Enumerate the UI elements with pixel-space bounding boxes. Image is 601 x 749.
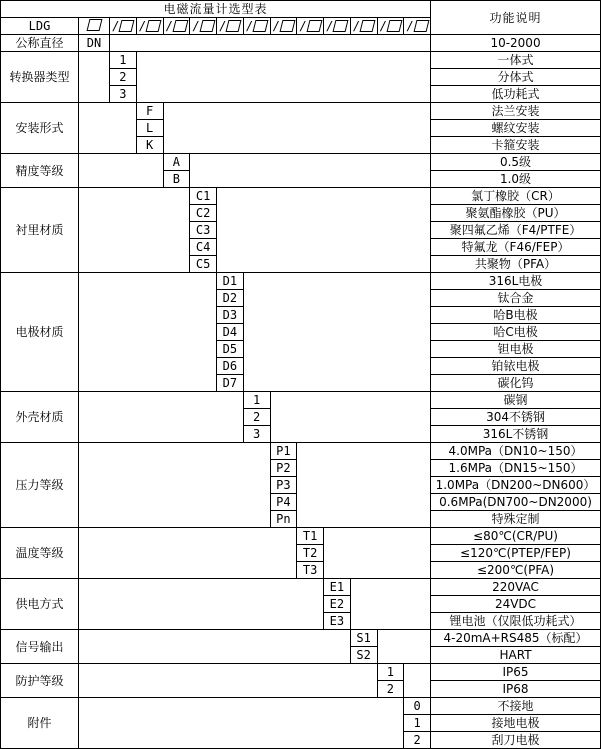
- slash-checkbox-glyph: [139, 20, 160, 32]
- function-desc-cell: 10-2000: [431, 35, 601, 52]
- slash-glyph: /: [272, 19, 280, 33]
- code-cell: D2: [217, 290, 244, 307]
- slash-checkbox-glyph: [112, 20, 133, 32]
- function-desc-cell: 0.5级: [431, 154, 601, 171]
- code-cell: F: [136, 103, 163, 120]
- code-cell: C2: [190, 205, 217, 222]
- function-desc-cell: 316L电极: [431, 273, 601, 290]
- function-desc-cell: ≤200℃(PFA): [431, 562, 601, 579]
- slash-checkbox-glyph: [407, 20, 428, 32]
- checkbox-glyph: [88, 19, 101, 31]
- function-desc-cell: 聚四氟乙烯（F4/PTFE）: [431, 222, 601, 239]
- slash-glyph: /: [353, 19, 361, 33]
- function-desc-cell: 特氟龙（F46/FEP）: [431, 239, 601, 256]
- code-cell: P2: [270, 460, 297, 477]
- slash-checkbox-glyph: [380, 20, 401, 32]
- function-desc-cell: 1.0级: [431, 171, 601, 188]
- section-left-spacer: [79, 698, 404, 749]
- section-label: 附件: [1, 698, 79, 749]
- function-desc-cell: ≤120℃(PTEP/FEP): [431, 545, 601, 562]
- code-cell: L: [136, 120, 163, 137]
- slash-glyph: /: [406, 19, 414, 33]
- model-slot-box-cell: [297, 18, 324, 35]
- slash-glyph: /: [112, 19, 120, 33]
- slash-checkbox-glyph: [166, 20, 187, 32]
- checkbox-glyph: [413, 20, 429, 32]
- code-cell: C4: [190, 239, 217, 256]
- checkbox-glyph: [199, 20, 215, 32]
- section-left-spacer: [79, 103, 137, 154]
- checkbox-glyph: [360, 20, 376, 32]
- code-cell: Pn: [270, 511, 297, 528]
- checkbox-glyph: [172, 20, 188, 32]
- section-right-spacer: [324, 528, 431, 579]
- code-cell: 1: [377, 664, 404, 681]
- function-desc-cell: 哈B电极: [431, 307, 601, 324]
- code-cell: 0: [404, 698, 431, 715]
- section-label: 公称直径: [1, 35, 79, 52]
- code-cell: 3: [243, 426, 270, 443]
- function-desc-cell: 4.0MPa（DN10~150）: [431, 443, 601, 460]
- section-right-spacer: [110, 35, 431, 52]
- table-row: [1, 664, 601, 681]
- code-cell: 1: [404, 715, 431, 732]
- table-row: [1, 154, 601, 171]
- table-row: [1, 392, 601, 409]
- function-desc-cell: 钽电极: [431, 341, 601, 358]
- code-cell: A: [163, 154, 190, 171]
- code-cell: K: [136, 137, 163, 154]
- function-desc-cell: 哈C电极: [431, 324, 601, 341]
- table-row: [1, 698, 601, 715]
- code-cell: D4: [217, 324, 244, 341]
- checkbox-glyph: [253, 20, 269, 32]
- slash-checkbox-glyph: [326, 20, 347, 32]
- table-row: [1, 528, 601, 545]
- table-row: [1, 630, 601, 647]
- table-row: [1, 52, 601, 69]
- function-desc-cell: IP68: [431, 681, 601, 698]
- slash-checkbox-glyph: [273, 20, 294, 32]
- code-cell: S1: [350, 630, 377, 647]
- checkbox-glyph: [226, 20, 242, 32]
- slash-glyph: /: [165, 19, 173, 33]
- section-left-spacer: [79, 630, 351, 664]
- function-desc-cell: 接地电极: [431, 715, 601, 732]
- code-cell: P1: [270, 443, 297, 460]
- table-row: [1, 443, 601, 460]
- model-slot-box-cell: [190, 18, 217, 35]
- function-desc-cell: 一体式: [431, 52, 601, 69]
- model-slot-box-cell: [136, 18, 163, 35]
- code-cell: C5: [190, 256, 217, 273]
- selection-table-body: [1, 1, 601, 749]
- code-cell: D3: [217, 307, 244, 324]
- section-left-spacer: [79, 273, 217, 392]
- section-left-spacer: [79, 528, 297, 579]
- checkbox-glyph: [279, 20, 295, 32]
- section-left-spacer: [79, 52, 110, 103]
- slash-glyph: /: [219, 19, 227, 33]
- function-desc-cell: 304不锈钢: [431, 409, 601, 426]
- code-cell: 2: [243, 409, 270, 426]
- slash-checkbox-glyph: [353, 20, 374, 32]
- checkbox-glyph: [333, 20, 349, 32]
- function-desc-cell: 铂铱电极: [431, 358, 601, 375]
- section-right-spacer: [297, 443, 431, 528]
- code-cell: 2: [110, 69, 137, 86]
- section-label: 电极材质: [1, 273, 79, 392]
- function-desc-cell: 聚氨酯橡胶（PU）: [431, 205, 601, 222]
- code-cell: D5: [217, 341, 244, 358]
- checkbox-glyph: [386, 20, 402, 32]
- section-label: 供电方式: [1, 579, 79, 630]
- code-cell: 1: [110, 52, 137, 69]
- model-slot-box-cell: [377, 18, 404, 35]
- section-left-spacer: [79, 664, 378, 698]
- code-cell: 3: [110, 86, 137, 103]
- code-cell: 2: [377, 681, 404, 698]
- checkbox-glyph: [119, 20, 135, 32]
- code-cell: T2: [297, 545, 324, 562]
- section-label: 信号输出: [1, 630, 79, 664]
- function-desc-cell: IP65: [431, 664, 601, 681]
- section-label: 防护等级: [1, 664, 79, 698]
- table-row: [1, 273, 601, 290]
- section-label: 温度等级: [1, 528, 79, 579]
- section-right-spacer: [243, 273, 430, 392]
- code-cell: C3: [190, 222, 217, 239]
- section-right-spacer: [404, 664, 431, 698]
- section-left-spacer: [79, 443, 271, 528]
- section-right-spacer: [270, 392, 431, 443]
- section-right-spacer: [217, 188, 431, 273]
- code-cell: E1: [324, 579, 351, 596]
- code-cell: S2: [350, 647, 377, 664]
- code-cell: D1: [217, 273, 244, 290]
- function-desc-cell: 共聚物（PFA）: [431, 256, 601, 273]
- slash-checkbox-glyph: [246, 20, 267, 32]
- slash-glyph: /: [246, 19, 254, 33]
- function-desc-cell: 不接地: [431, 698, 601, 715]
- code-cell: D6: [217, 358, 244, 375]
- model-slot-box-cell: [270, 18, 297, 35]
- slash-glyph: /: [192, 19, 200, 33]
- model-slot-box-cell: [110, 18, 137, 35]
- model-prefix: LDG: [1, 18, 79, 35]
- section-left-spacer: [79, 154, 164, 188]
- code-cell: T1: [297, 528, 324, 545]
- section-left-spacer: [79, 579, 324, 630]
- function-desc-cell: 碳化钨: [431, 375, 601, 392]
- section-label: 转换器类型: [1, 52, 79, 103]
- function-desc-cell: 法兰安装: [431, 103, 601, 120]
- page-title: 电磁流量计选型表: [1, 1, 431, 18]
- function-desc-cell: HART: [431, 647, 601, 664]
- function-desc-cell: ≤80℃(CR/PU): [431, 528, 601, 545]
- model-slot-box-cell: [217, 18, 244, 35]
- function-desc-cell: 316L不锈钢: [431, 426, 601, 443]
- model-slot-box-cell: [350, 18, 377, 35]
- section-right-spacer: [350, 579, 430, 630]
- checkbox-glyph: [306, 20, 322, 32]
- section-label: 外壳材质: [1, 392, 79, 443]
- section-label: 压力等级: [1, 443, 79, 528]
- slash-checkbox-glyph: [219, 20, 240, 32]
- section-right-spacer: [136, 52, 430, 103]
- function-desc-cell: 钛合金: [431, 290, 601, 307]
- section-right-spacer: [163, 103, 431, 154]
- function-desc-cell: 锂电池（仅限低功耗式）: [431, 613, 601, 630]
- code-cell: C1: [190, 188, 217, 205]
- function-column-header: 功能说明: [431, 1, 601, 35]
- section-label: 安装形式: [1, 103, 79, 154]
- function-desc-cell: 碳钢: [431, 392, 601, 409]
- function-desc-cell: 24VDC: [431, 596, 601, 613]
- section-right-spacer: [377, 630, 431, 664]
- slash-glyph: /: [139, 19, 147, 33]
- code-cell: B: [163, 171, 190, 188]
- code-cell: P3: [270, 477, 297, 494]
- function-desc-cell: 卡箍安装: [431, 137, 601, 154]
- slash-checkbox-glyph: [193, 20, 214, 32]
- checkbox-glyph: [146, 20, 162, 32]
- table-row: [1, 579, 601, 596]
- function-desc-cell: 1.6MPa（DN15~150）: [431, 460, 601, 477]
- model-slot-box-cell: [404, 18, 431, 35]
- section-label: 衬里材质: [1, 188, 79, 273]
- code-cell: P4: [270, 494, 297, 511]
- code-cell: 1: [243, 392, 270, 409]
- function-desc-cell: 1.0MPa（DN200~DN600）: [431, 477, 601, 494]
- function-desc-cell: 螺纹安装: [431, 120, 601, 137]
- function-desc-cell: 4-20mA+RS485（标配）: [431, 630, 601, 647]
- function-desc-cell: 刮刀电极: [431, 732, 601, 749]
- code-cell: DN: [79, 35, 110, 52]
- slash-glyph: /: [379, 19, 387, 33]
- model-digit-box-cell: [79, 18, 110, 35]
- model-slot-box-cell: [243, 18, 270, 35]
- function-desc-cell: 0.6MPa(DN700~DN2000): [431, 494, 601, 511]
- code-cell: E2: [324, 596, 351, 613]
- function-desc-cell: 低功耗式: [431, 86, 601, 103]
- code-cell: D7: [217, 375, 244, 392]
- table-row: [1, 188, 601, 205]
- section-left-spacer: [79, 188, 190, 273]
- model-slot-box-cell: [163, 18, 190, 35]
- slash-checkbox-glyph: [300, 20, 321, 32]
- section-left-spacer: [79, 392, 244, 443]
- title-row: [1, 1, 601, 18]
- code-cell: 2: [404, 732, 431, 749]
- code-cell: E3: [324, 613, 351, 630]
- function-desc-cell: 220VAC: [431, 579, 601, 596]
- model-slot-box-cell: [324, 18, 351, 35]
- code-cell: T3: [297, 562, 324, 579]
- function-desc-cell: 氯丁橡胶（CR）: [431, 188, 601, 205]
- section-right-spacer: [190, 154, 431, 188]
- function-desc-cell: 特殊定制: [431, 511, 601, 528]
- table-row: [1, 35, 601, 52]
- function-desc-cell: 分体式: [431, 69, 601, 86]
- section-label: 精度等级: [1, 154, 79, 188]
- slash-glyph: /: [326, 19, 334, 33]
- table-row: [1, 103, 601, 120]
- slash-glyph: /: [299, 19, 307, 33]
